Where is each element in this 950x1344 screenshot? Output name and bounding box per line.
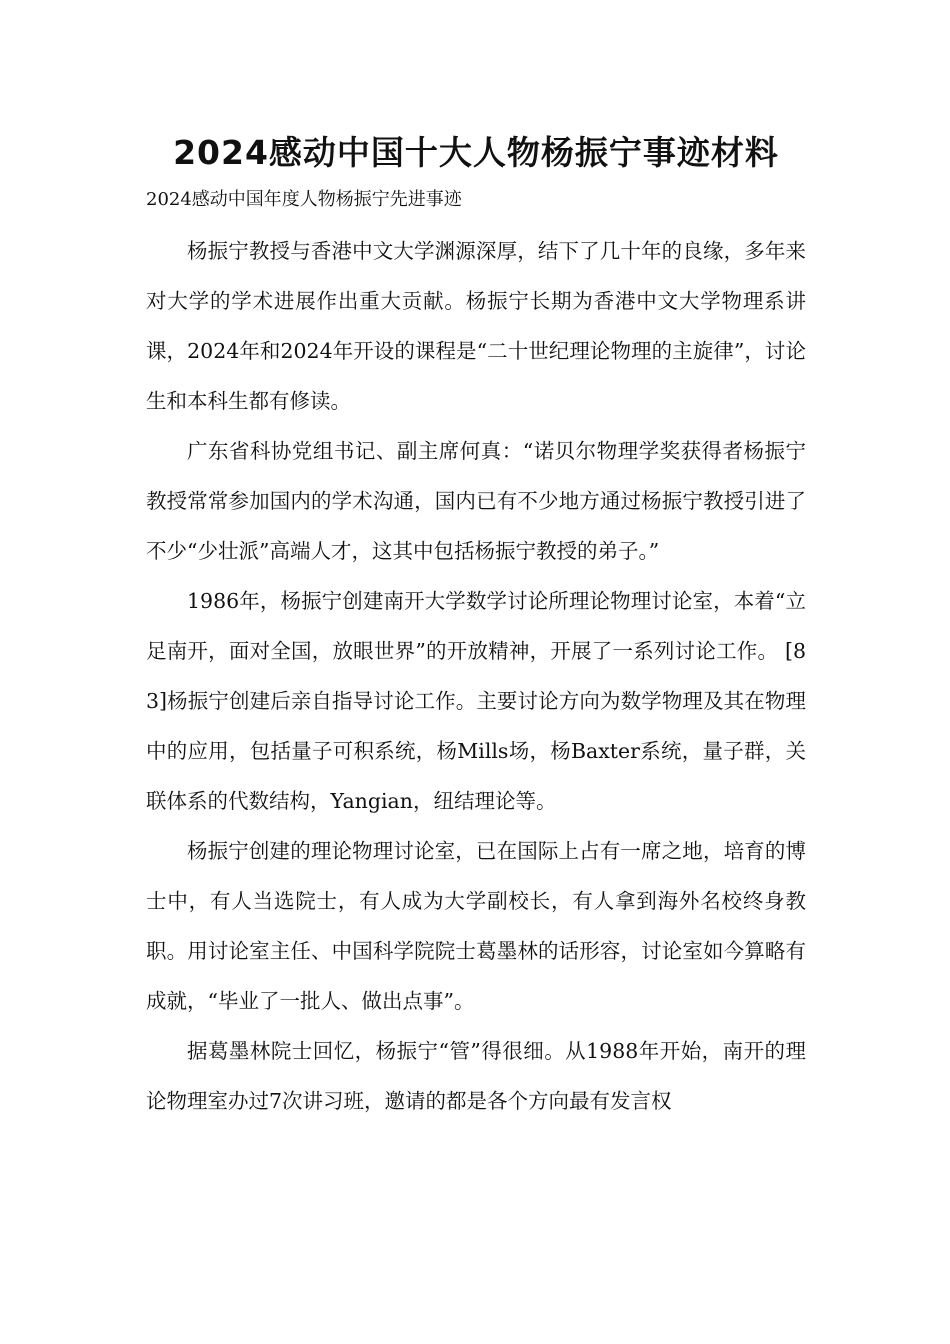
paragraph-5: 据葛墨林院士回忆，杨振宁“管”得很细。从1988年开始，南开的理论物理室办过7次讲习班，邀请的都是各个方向最有发言权 [146, 1039, 806, 1113]
document-subtitle: 2024感动中国年度人物杨振宁先进事迹 [146, 189, 462, 210]
paragraph-3: 1986年，杨振宁创建南开大学数学讨论所理论物理讨论室，本着“立足南开，面对全国，放眼世界”的开放精神，开展了一系列讨论工作。 [83]杨振宁创建后亲自指导讨论工作。主要讨论方向为数学物理及其在物理中的应用，包括量子可积系统，杨Mills场，杨Baxter系统，量子群，关联体系的代数结构，Yangian，纽结理论等。 [146, 589, 806, 813]
document-title: 2024感动中国十大人物杨振宁事迹材料 [173, 133, 779, 172]
paragraph-4: 杨振宁创建的理论物理讨论室，已在国际上占有一席之地，培育的博士中，有人当选院士，有人成为大学副校长，有人拿到海外名校终身教职。用讨论室主任、中国科学院院士葛墨林的话形容，讨论室如今算略有成就，“毕业了一批人、做出点事”。 [146, 839, 806, 1013]
paragraph-1: 杨振宁教授与香港中文大学渊源深厚，结下了几十年的良缘，多年来对大学的学术进展作出重大贡献。杨振宁长期为香港中文大学物理系讲课，2024年和2024年开设的课程是“二十世纪理论物理的主旋律”，讨论生和本科生都有修读。 [146, 239, 806, 413]
document-page [146, 126, 806, 1126]
paragraph-2: 广东省科协党组书记、副主席何真：“诺贝尔物理学奖获得者杨振宁教授常常参加国内的学术沟通，国内已有不少地方通过杨振宁教授引进了不少“少壮派”高端人才，这其中包括杨振宁教授的弟子。” [146, 439, 806, 563]
